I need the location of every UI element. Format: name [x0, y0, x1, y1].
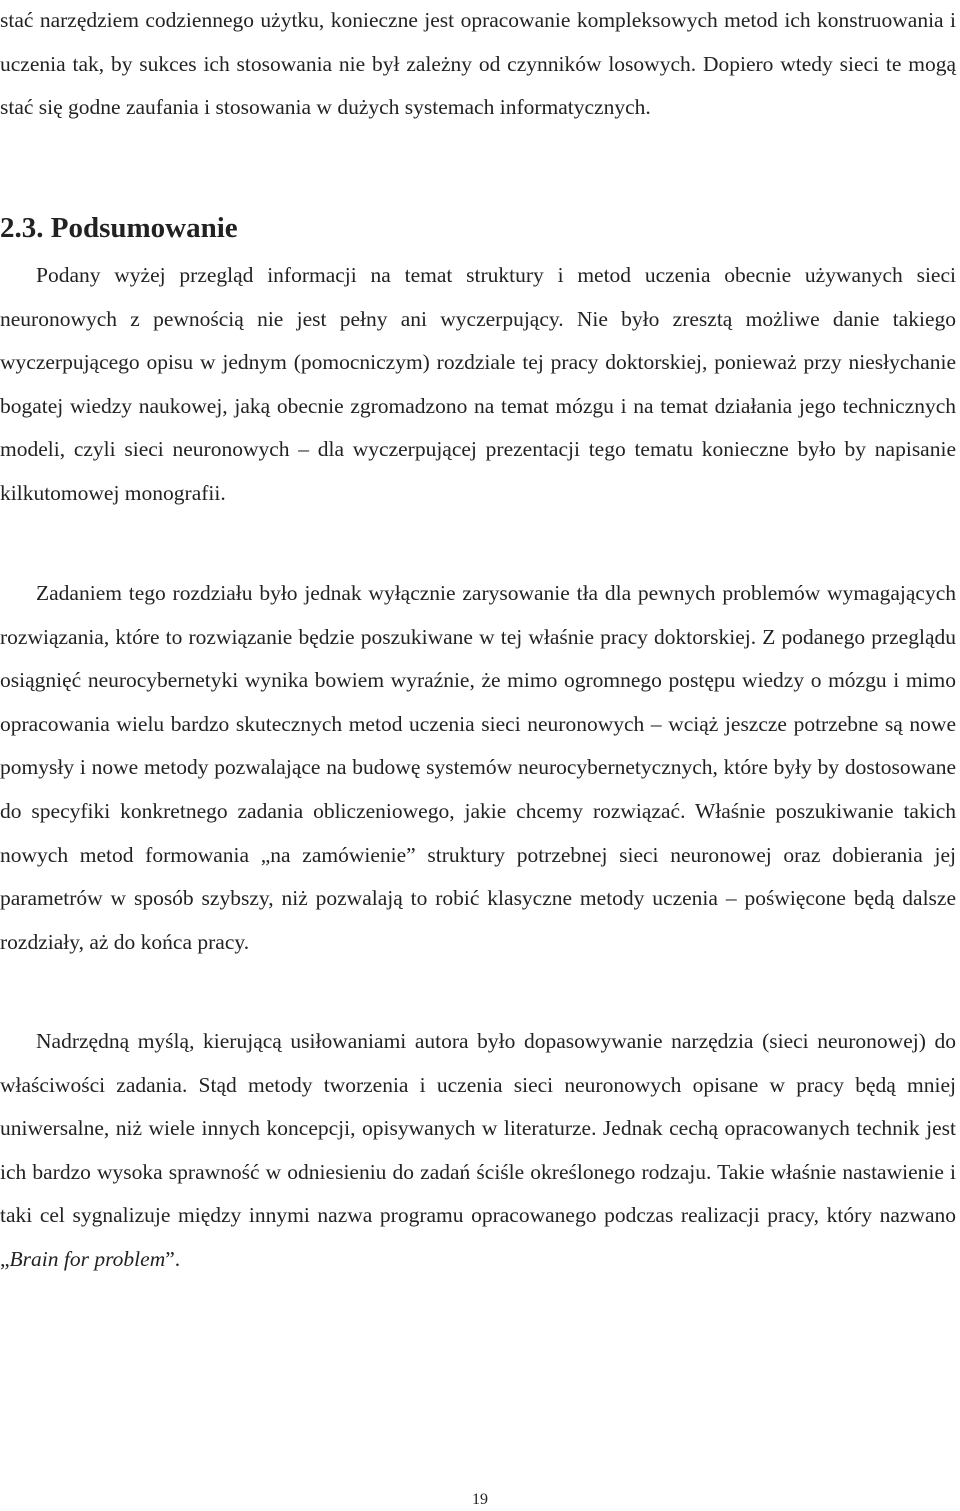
paragraph-3-end: ”.: [165, 1246, 181, 1271]
summary-paragraph-1: Podany wyżej przegląd informacji na temat struktury i metod uczenia obecnie używanych sieci neuronowych z pewnością nie jest pełny ani wyczerpujący. Nie było zresztą możliwe danie takiego wyczerpującego opisu w jednym (pomocniczym) rozdziale tej pracy doktorskiej, ponieważ przy niesłychanie bogatej wiedzy naukowej, jaką obecnie zgromadzono na temat mózgu i na temat działania jego technicznych modeli, czyli sieci neuronowych – dla wyczerpującej prezentacji tego tematu konieczne było by napisanie kilkutomowej monografii.: [0, 263, 956, 505]
intro-paragraph: stać narzędziem codziennego użytku, konieczne jest opracowanie kompleksowych metod ich konstruowania i uczenia tak, by sukces ich stosowania nie był zależny od czynników losowych. Dopiero wtedy sieci te mogą stać się godne zaufania i stosowania w dużych systemach informatycznych.: [0, 8, 956, 120]
summary-paragraph-2: Zadaniem tego rozdziału było jednak wyłącznie zarysowanie tła dla pewnych problemów wymagających rozwiązania, które to rozwiązanie będzie poszukiwane w tej właśnie pracy doktorskiej. Z podanego przeglądu osiągnięć neurocybernetyki wynika bowiem wyraźnie, że mimo ogromnego postępu wiedzy o mózgu i mimo opracowania wielu bardzo skutecznych metod uczenia sieci neuronowych – wciąż jeszcze potrzebne są nowe pomysły i nowe metody pozwalające na budowę systemów neurocybernetycznych, które były by dostosowane do specyfiki konkretnego zadania obliczeniowego, jakie chcemy rozwiązać. Właśnie poszukiwanie takich nowych metod formowania „na zamówienie” struktury potrzebnej sieci neuronowej oraz dobierania jej parametrów w sposób szybszy, niż pozwalają to robić klasyczne metody uczenia – poświęcone będą dalsze rozdziały, aż do końca pracy.: [0, 581, 956, 954]
paragraph-3-text: Nadrzędną myślą, kierującą usiłowaniami autora było dopasowywanie narzędzia (sieci neuronowej) do właściwości zadania. Stąd metody tworzenia i uczenia sieci neuronowych opisane w pracy będą mniej uniwersalne, niż wiele innych koncepcji, opisywanych w literaturze. Jednak cechą opracowanych technik jest ich bardzo wysoka sprawność w odniesieniu do zadań ściśle określonego rodzaju. Takie właśnie nastawienie i taki cel sygnalizuje między innymi nazwa programu opracowanego podczas realizacji pracy, który nazwano „: [0, 1029, 956, 1271]
summary-paragraph-3: [0, 1020, 956, 1282]
section-heading: 2.3. Podsumowanie: [0, 212, 238, 244]
page-number: 19: [472, 1491, 488, 1508]
program-name: Brain for problem: [9, 1246, 166, 1271]
